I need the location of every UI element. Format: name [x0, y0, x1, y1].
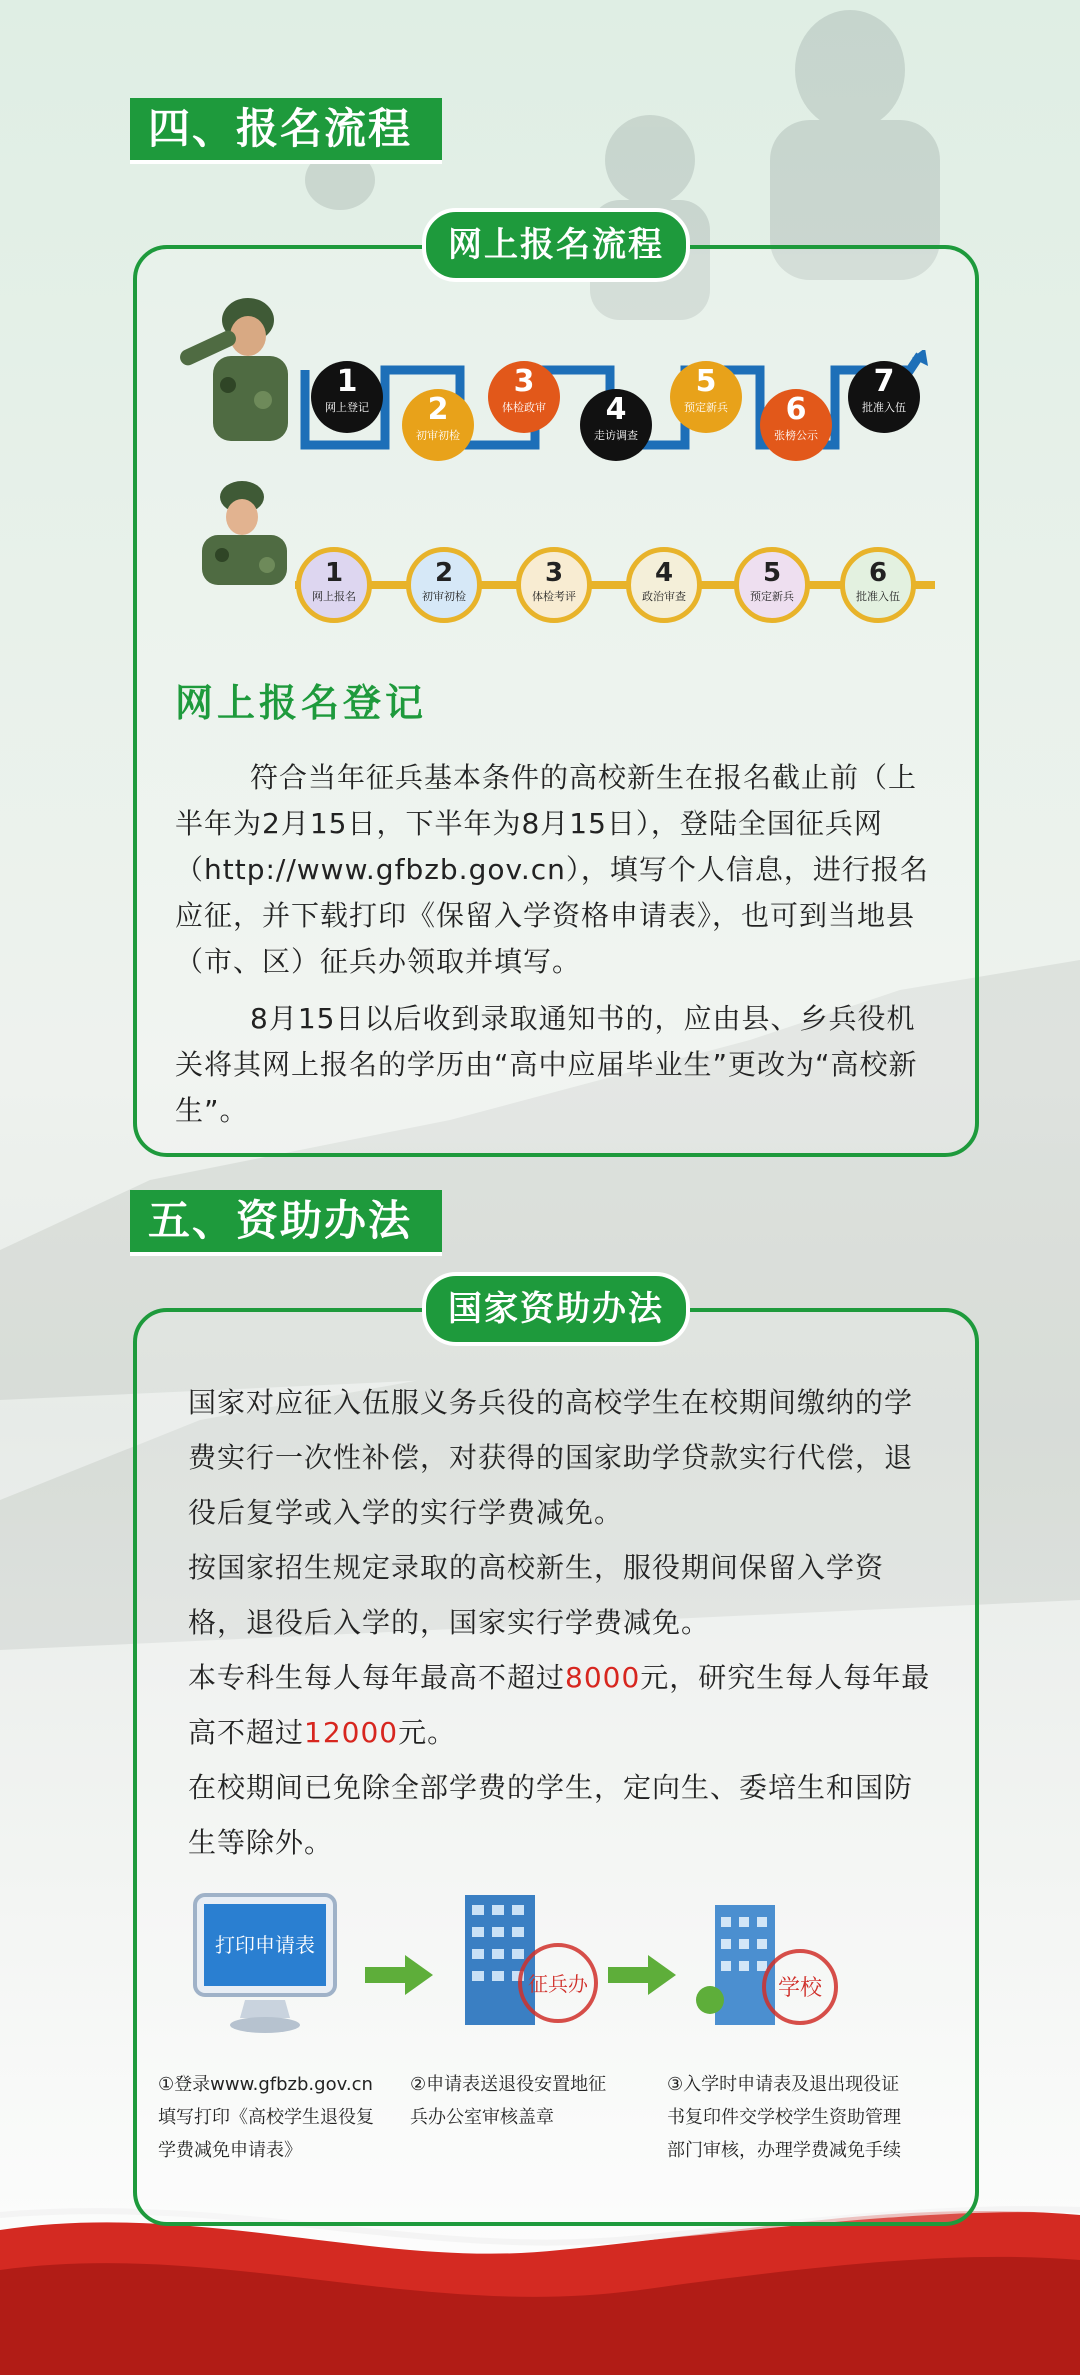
registration-paragraph-1: 符合当年征兵基本条件的高校新生在报名截止前（上半年为2月15日，下半年为8月15日），登陆全国征兵网（http://www.gfbzb.gov.cn），填写个人信息，进行报名应征，并下载打印《保留入学资格申请表》，也可到当地县（市、区）征兵办领取并填写。 — [175, 761, 929, 978]
funding-amount-graduate: 12000 — [304, 1716, 399, 1749]
funding-paragraph-1: 国家对应征入伍服义务兵役的高校学生在校期间缴纳的学费实行一次性补偿，对获得的国家助学贷款实行代偿，退役后复学或入学的实行学费减免。 — [188, 1386, 914, 1529]
process-b-step-number: 5 — [762, 558, 782, 588]
process-a-step — [402, 389, 474, 461]
funding-amount-undergrad: 8000 — [565, 1661, 641, 1694]
process-b-step — [296, 547, 372, 623]
arrow-icon — [608, 1955, 678, 1995]
process-b-step-number: 3 — [544, 558, 564, 588]
process-a-step — [311, 361, 383, 433]
process-a-step-number: 5 — [695, 364, 717, 399]
process-b-step — [516, 547, 592, 623]
male-soldier-image — [168, 290, 308, 450]
subhead-online-registration: 网上报名登记 — [175, 681, 428, 725]
process-b-step-number: 4 — [654, 558, 674, 588]
monitor-text: 打印申请表 — [215, 1933, 315, 1957]
panel-pill-state-funding: 国家资助办法 — [422, 1272, 690, 1346]
process-b-step-number: 2 — [434, 558, 454, 588]
funding-text-a: 本专科生每人每年最高不超过 — [188, 1661, 566, 1694]
process-b-step — [406, 547, 482, 623]
process-b-step — [734, 547, 810, 623]
process-b-step-number: 1 — [324, 558, 344, 588]
section-title-funding: 五、资助办法 — [130, 1190, 442, 1256]
stamp-text-recruit-office: 征兵办 — [528, 1972, 588, 1996]
process-a-step-label: 批准入伍 — [862, 401, 906, 414]
process-a-step-number: 2 — [427, 392, 449, 427]
panel-pill-online-process: 网上报名流程 — [422, 208, 690, 282]
process-a-step-label: 初审初检 — [416, 429, 460, 442]
stamp-text-school: 学校 — [777, 1976, 823, 2001]
process-b-step — [840, 547, 916, 623]
process-b-step-label: 政治审查 — [642, 590, 686, 603]
funding-text-b: 元，研究生每人每年最高不超过 — [188, 1661, 931, 1749]
process-b-step-label: 网上报名 — [312, 590, 356, 603]
caption-step-3: ③入学时申请表及退出现役证书复印件交学校学生资助管理部门审核，办理学费减免手续 — [667, 2074, 901, 2161]
process-a-step — [760, 389, 832, 461]
process-a-step-label: 预定新兵 — [684, 401, 728, 414]
process-a-step-number: 6 — [785, 392, 807, 427]
process-b-step-label: 体检考评 — [532, 590, 576, 603]
process-a-step-number: 3 — [513, 364, 535, 399]
process-a-step — [488, 361, 560, 433]
monitor-illustration — [190, 1890, 340, 2040]
funding-text-c: 元。 — [398, 1716, 457, 1749]
process-a-step-number: 7 — [873, 364, 895, 399]
process-a-step-number: 1 — [336, 364, 358, 399]
caption-step-2: ②申请表送退役安置地征兵办公室审核盖章 — [410, 2074, 607, 2128]
arrow-icon — [365, 1955, 435, 1995]
process-b-step-number: 6 — [868, 558, 888, 588]
process-b-step-label: 预定新兵 — [750, 590, 794, 603]
process-b-step — [626, 547, 702, 623]
registration-paragraph-2: 8月15日以后收到录取通知书的，应由县、乡兵役机关将其网上报名的学历由“高中应届毕业生”更改为“高校新生”。 — [175, 1002, 918, 1127]
funding-paragraph-2: 按国家招生规定录取的高校新生，服役期间保留入学资格，退役后入学的，国家实行学费减免。 — [188, 1551, 885, 1639]
process-b-step-label: 批准入伍 — [856, 590, 900, 603]
process-a-step — [580, 389, 652, 461]
funding-paragraph-3 — [188, 1650, 938, 1760]
female-soldier-image — [172, 475, 302, 585]
funding-paragraph-4: 在校期间已免除全部学费的学生，定向生、委培生和国防生等除外。 — [188, 1771, 914, 1859]
process-a-step-label: 张榜公示 — [774, 429, 818, 442]
section-title-registration: 四、报名流程 — [130, 98, 442, 164]
process-a-step-label: 走访调查 — [594, 429, 638, 442]
building-stamp-illustration — [440, 1885, 610, 2035]
process-a-step — [848, 361, 920, 433]
caption-step-1: ①登录www.gfbzb.gov.cn填写打印《高校学生退役复学费减免申请表》 — [158, 2074, 374, 2161]
school-stamp-illustration — [685, 1895, 855, 2045]
process-a-step-label: 网上登记 — [325, 401, 369, 414]
process-a-step-number: 4 — [605, 392, 627, 427]
process-b-step-label: 初审初检 — [422, 590, 466, 603]
process-a-step — [670, 361, 742, 433]
process-a-step-label: 体检政审 — [502, 401, 546, 414]
